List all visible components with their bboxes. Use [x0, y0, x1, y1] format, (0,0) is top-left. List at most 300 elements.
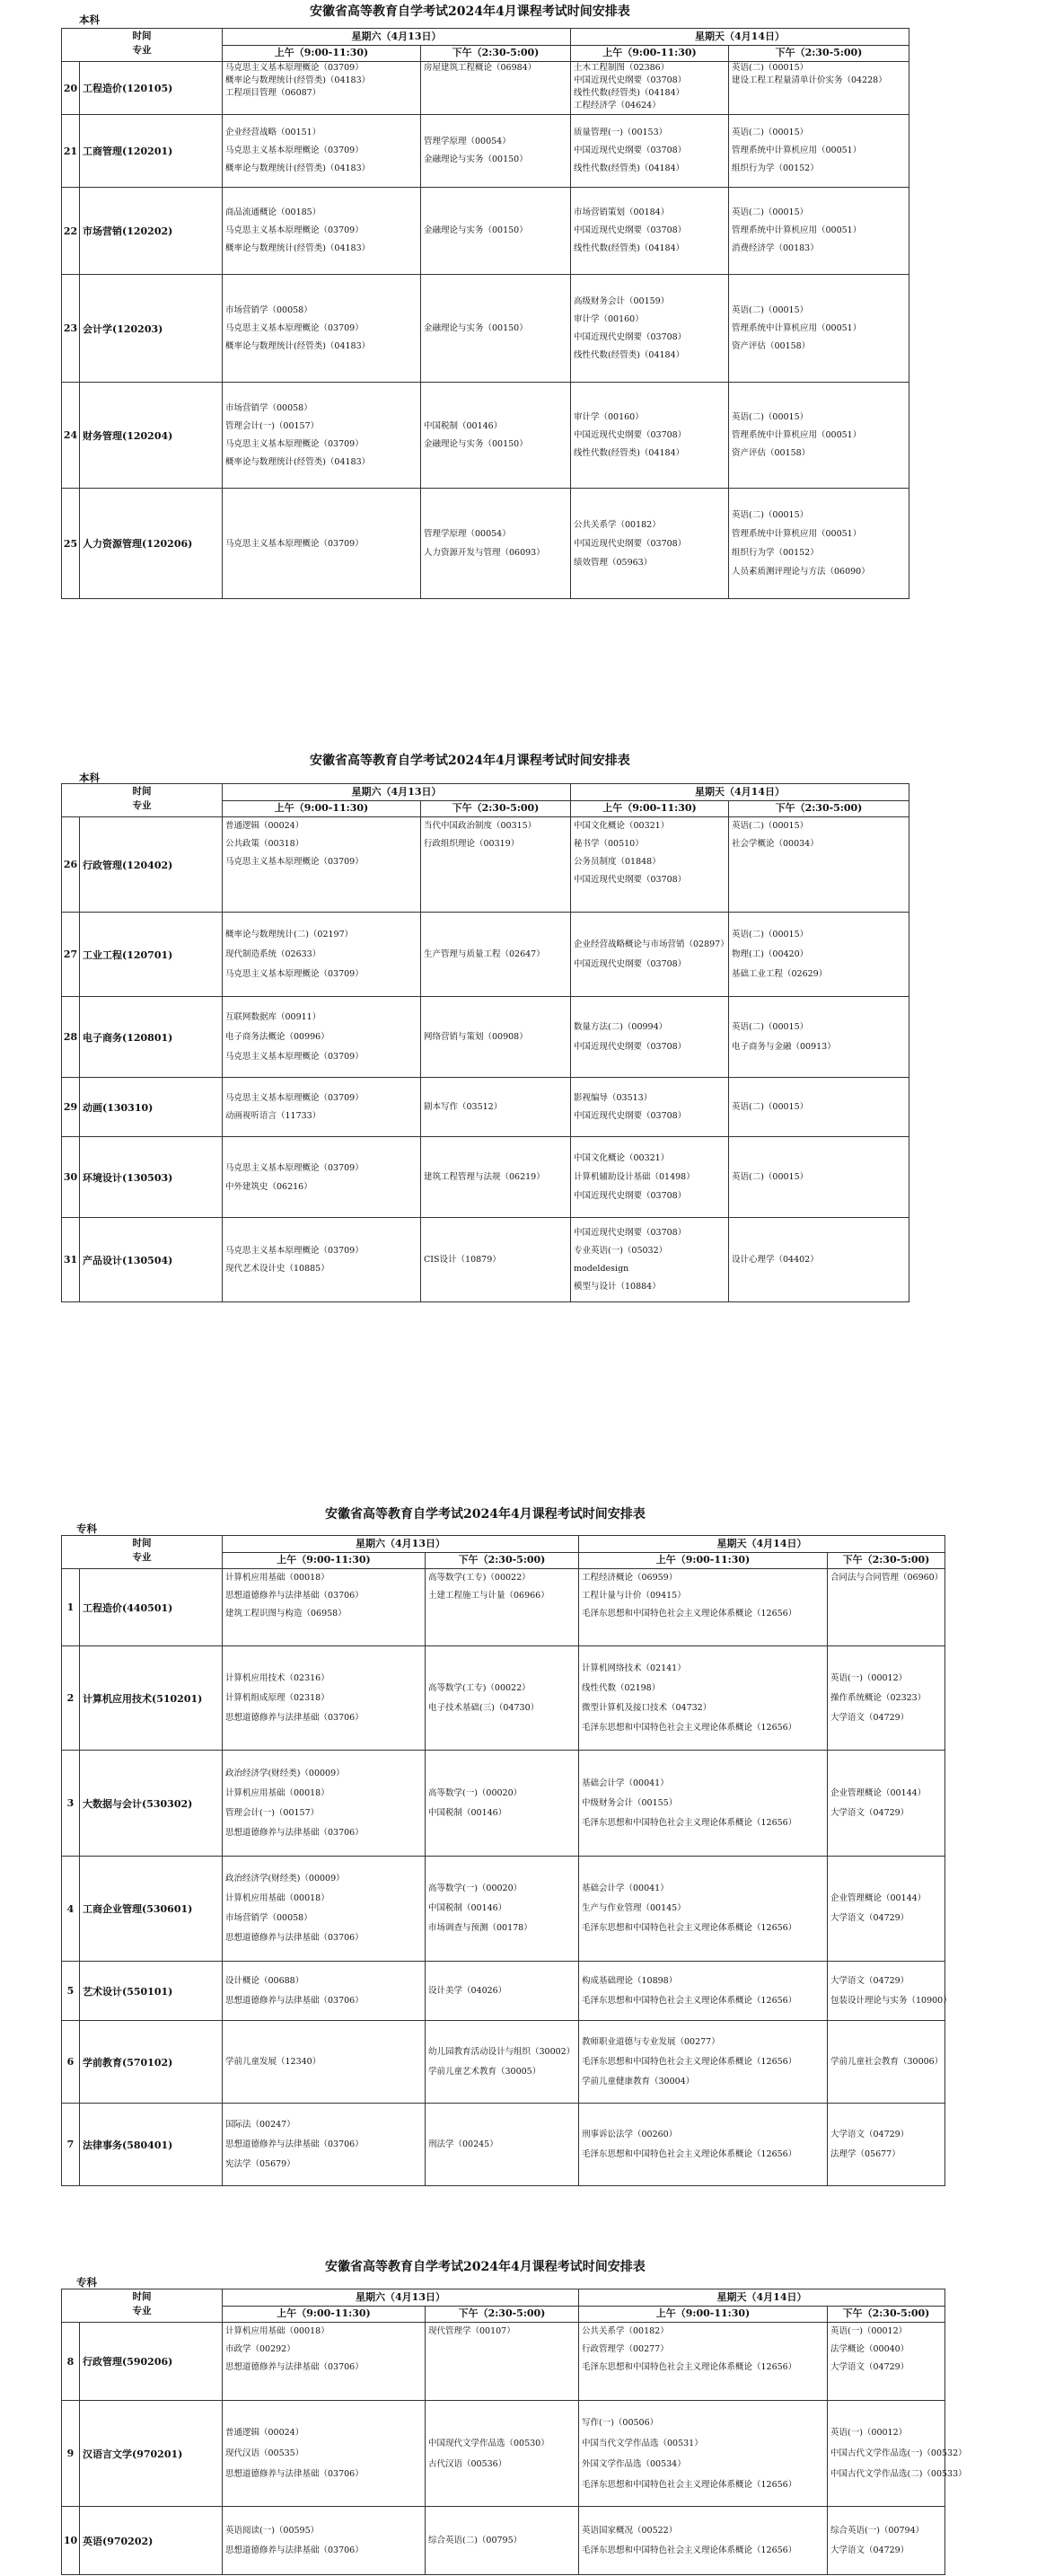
course-entry: 计算机网络技术（02141） — [582, 1663, 686, 1673]
course-entry: 英语(二)（00015） — [732, 929, 809, 940]
course-entry: 生产与作业管理（00145） — [582, 1903, 686, 1913]
course-cell-sun-pm — [729, 1078, 909, 1137]
course-entry: 计算机应用基础（00018） — [225, 1573, 329, 1583]
course-cell-sat-pm — [426, 1857, 579, 1962]
course-entry: 互联网数据库（00911） — [225, 1011, 321, 1022]
major-name: 工程造价(120105) — [80, 62, 223, 115]
course-entry: 计算机应用基础（00018） — [225, 2326, 329, 2336]
course-entry: 网络营销与策划（00908） — [424, 1031, 528, 1042]
table-row — [62, 1137, 909, 1218]
course-entry: 中外建筑史（06216） — [225, 1181, 312, 1192]
course-entry: 英语(二)（00015） — [732, 207, 809, 217]
course-entry: 马克思主义基本原理概论（03709） — [225, 322, 364, 333]
course-cell-sun-pm — [828, 1569, 945, 1646]
course-cell-sun-pm — [828, 2323, 945, 2401]
schedule-title: 安徽省高等教育自学考试2024年4月课程考试时间安排表 — [310, 754, 630, 768]
course-entry: 高等数学(工专)（00022） — [428, 1573, 531, 1583]
course-cell-sat-pm — [426, 2323, 579, 2401]
course-entry: 金融理论与实务（00150） — [424, 322, 528, 333]
course-entry: 学前儿童艺术教育（30005） — [428, 2066, 541, 2077]
course-entry: 线性代数(经管类)（04184） — [574, 88, 685, 98]
course-entry: 动画视听语言（11733） — [225, 1110, 321, 1121]
course-entry: 概率论与数理统计(经管类)（04183） — [225, 456, 371, 467]
course-entry: 设计心理学（04402） — [732, 1254, 819, 1265]
row-number: 4 — [62, 1857, 80, 1962]
course-entry: 中国当代文学作品选（00531） — [582, 2438, 703, 2448]
sat-am-header: 上午（9:00-11:30) — [223, 800, 421, 817]
table-row — [62, 2104, 945, 2186]
course-cell-sat-pm — [426, 1751, 579, 1857]
course-cell-sat-am — [223, 2507, 426, 2575]
course-cell-sat-pm — [426, 1646, 579, 1751]
course-entry: 大学语文（04729） — [830, 1712, 909, 1723]
table-row — [62, 997, 909, 1078]
course-cell-sun-am — [579, 2021, 828, 2104]
course-cell-sun-pm — [729, 115, 909, 188]
course-entry: 消费经济学（00183） — [732, 243, 819, 253]
table-row — [62, 383, 909, 489]
course-cell-sun-am — [571, 62, 729, 115]
course-cell-sun-pm — [729, 997, 909, 1078]
course-entry: 基础工业工程（02629） — [732, 968, 828, 979]
course-entry: 审计学（00160） — [574, 313, 644, 324]
major-name: 财务管理(120204) — [80, 383, 223, 489]
time-label: 时间 — [132, 786, 152, 797]
course-entry: 英语(一)（00012） — [830, 2428, 908, 2438]
course-entry: 组织行为学（00152） — [732, 548, 819, 558]
course-entry: 中国近现代史纲要（03708） — [574, 75, 687, 85]
course-cell-sat-pm — [421, 188, 571, 275]
course-entry: 中国近现代史纲要（03708） — [574, 331, 687, 342]
course-cell-sat-am — [223, 2021, 426, 2104]
course-cell-sun-am — [571, 489, 729, 599]
course-entry: 刑法学（00245） — [428, 2139, 498, 2149]
course-entry: 企业经营战略概论与市场营销（02897） — [574, 939, 729, 949]
course-entry: 商品流通概论（00185） — [225, 207, 321, 217]
course-entry: 专业英语(一)（05032） — [574, 1245, 668, 1256]
course-entry: 政治经济学(财经类)（00009） — [225, 1874, 345, 1883]
time-label: 时间 — [132, 1538, 152, 1548]
course-entry: 英语阅读(一)（00595） — [225, 2525, 320, 2536]
course-entry: 金融理论与实务（00150） — [424, 438, 528, 449]
sat-pm-header: 下午（2:30-5:00) — [421, 45, 571, 62]
course-entry: 企业管理概论（00144） — [830, 1787, 927, 1798]
course-entry: 人员素质测评理论与方法（06090） — [732, 567, 870, 577]
course-entry: 写作(一)（00506） — [582, 2417, 659, 2428]
major-name: 工业工程(120701) — [80, 913, 223, 997]
course-entry: 刑事诉讼法学（00260） — [582, 2129, 678, 2139]
course-entry: 市政学（00292） — [225, 2344, 295, 2354]
course-entry: 英语(一)（00012） — [830, 1672, 908, 1683]
course-cell-sun-pm — [729, 1137, 909, 1218]
course-entry: 高等数学(一)（00020） — [428, 1787, 523, 1798]
sun-am-header: 上午（9:00-11:30) — [571, 800, 729, 817]
course-entry: 中国税制（00146） — [428, 1807, 507, 1818]
course-cell-sun-am — [579, 1751, 828, 1857]
course-entry: 中国近现代史纲要（03708） — [574, 1110, 687, 1121]
sunday-header: 星期天（4月14日） — [579, 2289, 945, 2307]
course-entry: 思想道德修养与法律基础（03706） — [225, 2362, 364, 2372]
table-row — [62, 489, 909, 599]
course-entry: 思想道德修养与法律基础（03706） — [225, 1827, 364, 1838]
course-entry: 马克思主义基本原理概论（03709） — [225, 1051, 364, 1062]
course-cell-sat-pm — [421, 1137, 571, 1218]
course-cell-sat-am — [223, 489, 421, 599]
course-entry: 概率论与数理统计(经管类)（04183） — [225, 340, 371, 351]
course-entry: 审计学（00160） — [574, 411, 644, 422]
sat-pm-header: 下午（2:30-5:00) — [421, 800, 571, 817]
course-entry: 工程经济概论（06959） — [582, 1573, 678, 1583]
course-entry: 市场调查与预测（00178） — [428, 1923, 532, 1933]
course-entry: 马克思主义基本原理概论（03709） — [225, 1245, 364, 1256]
course-cell-sat-pm — [426, 2104, 579, 2186]
course-entry: 工程计量与计价（09415） — [582, 1591, 686, 1601]
course-entry: 资产评估（00158） — [732, 340, 811, 351]
major-name: 市场营销(120202) — [80, 188, 223, 275]
saturday-header: 星期六（4月13日） — [223, 29, 571, 46]
course-cell-sun-pm — [729, 1218, 909, 1302]
course-entry: 英语(一)（00012） — [830, 2326, 908, 2336]
corner-header — [62, 784, 223, 817]
course-cell-sun-am — [571, 275, 729, 383]
course-entry: 市场营销学（00058） — [225, 304, 312, 315]
course-entry: 微型计算机及接口技术（04732） — [582, 1702, 712, 1713]
course-entry: 高等数学(一)（00020） — [428, 1883, 523, 1893]
table-row — [62, 188, 909, 275]
major-name: 环境设计(130503) — [80, 1137, 223, 1218]
course-cell-sun-am — [579, 1569, 828, 1646]
course-entry: 基础会计学（00041） — [582, 1778, 669, 1788]
education-level: 本科 — [79, 772, 100, 784]
course-cell-sat-pm — [426, 2021, 579, 2104]
course-entry: 英语(二)（00015） — [732, 510, 809, 520]
course-entry: 大学语文（04729） — [830, 1975, 909, 1986]
saturday-header: 星期六（4月13日） — [223, 784, 571, 801]
major-name: 行政管理(590206) — [80, 2323, 223, 2401]
course-entry: 管理会计(一)（00157） — [225, 1807, 320, 1818]
course-entry: 建设工程工程量清单计价实务（04228） — [732, 75, 887, 85]
course-cell-sat-am — [223, 1857, 426, 1962]
sunday-header: 星期天（4月14日） — [571, 784, 909, 801]
course-cell-sun-am — [571, 913, 729, 997]
course-entry: 马克思主义基本原理概论（03709） — [225, 538, 364, 549]
course-entry: 教师职业道德与专业发展（00277） — [582, 2036, 720, 2047]
education-level: 本科 — [79, 13, 100, 26]
course-entry: 房屋建筑工程概论（06984） — [424, 63, 537, 73]
course-entry: 大学语文（04729） — [830, 1913, 909, 1923]
course-entry: 计算机组成原理（02318） — [225, 1692, 329, 1703]
sun-pm-header: 下午（2:30-5:00) — [828, 2306, 945, 2323]
row-number: 21 — [62, 115, 80, 188]
major-name: 会计学(120203) — [80, 275, 223, 383]
course-cell-sun-pm — [828, 2021, 945, 2104]
course-cell-sun-am — [579, 1857, 828, 1962]
table-row — [62, 1569, 945, 1646]
course-entry: 毛泽东思想和中国特色社会主义理论体系概论（12656） — [582, 1609, 797, 1619]
course-cell-sat-pm — [426, 2401, 579, 2507]
course-entry: 秘书学（00510） — [574, 839, 644, 849]
course-cell-sun-am — [571, 1137, 729, 1218]
table-row — [62, 2401, 945, 2507]
course-entry: 设计概论（00688） — [225, 1975, 304, 1986]
course-entry: 电子商务法概论（00996） — [225, 1031, 329, 1042]
course-cell-sun-am — [571, 1218, 729, 1302]
major-label: 专业 — [132, 1552, 152, 1563]
course-entry: 土建工程施工与计量（06966） — [428, 1591, 549, 1601]
course-entry: 英语(二)（00015） — [732, 821, 809, 831]
course-entry: 毛泽东思想和中国特色社会主义理论体系概论（12656） — [582, 2362, 797, 2372]
course-entry: 思想道德修养与法律基础（03706） — [225, 1933, 364, 1943]
major-label: 专业 — [132, 2306, 152, 2316]
table-row — [62, 2021, 945, 2104]
course-cell-sun-pm — [729, 913, 909, 997]
table-row — [62, 913, 909, 997]
row-number: 28 — [62, 997, 80, 1078]
course-entry: 马克思主义基本原理概论（03709） — [225, 857, 364, 867]
course-entry: 市场营销学（00058） — [225, 1913, 312, 1923]
course-entry: 学前儿童健康教育（30004） — [582, 2076, 695, 2086]
course-entry: 中国近现代史纲要（03708） — [574, 1227, 687, 1238]
course-entry: 绩效管理（05963） — [574, 557, 653, 568]
education-level: 专科 — [76, 2276, 97, 2289]
course-entry: 管理系统中计算机应用（00051） — [732, 225, 862, 235]
course-entry: 公共关系学（00182） — [574, 519, 661, 530]
course-entry: 剧本写作（03512） — [424, 1101, 503, 1112]
course-cell-sun-am — [579, 2401, 828, 2507]
schedule-table — [61, 2289, 967, 2575]
schedule-table — [61, 28, 909, 599]
course-cell-sat-am — [223, 383, 421, 489]
course-entry: 英语(二)（00015） — [732, 411, 809, 422]
course-cell-sun-pm — [828, 2104, 945, 2186]
row-number: 20 — [62, 62, 80, 115]
major-name: 英语(970202) — [80, 2507, 223, 2575]
course-entry: 中国近现代史纲要（03708） — [574, 875, 687, 885]
course-entry: 中国近现代史纲要（03708） — [574, 1191, 687, 1201]
course-entry: 大学语文（04729） — [830, 2545, 909, 2555]
row-number: 31 — [62, 1218, 80, 1302]
major-label: 专业 — [132, 800, 152, 811]
sun-pm-header: 下午（2:30-5:00) — [729, 800, 909, 817]
sat-am-header: 上午（9:00-11:30) — [223, 45, 421, 62]
course-cell-sat-pm — [421, 997, 571, 1078]
course-entry: 企业管理概论（00144） — [830, 1893, 927, 1903]
major-name: 工程造价(440501) — [80, 1569, 223, 1646]
course-entry: 思想道德修养与法律基础（03706） — [225, 2545, 364, 2555]
course-entry: 学前儿童社会教育（30006） — [830, 2056, 944, 2067]
course-entry: 现代管理学（00107） — [428, 2326, 515, 2336]
course-entry: 毛泽东思想和中国特色社会主义理论体系概论（12656） — [582, 2148, 797, 2159]
course-entry: 法学概论（00040） — [830, 2344, 909, 2354]
course-entry: 宪法学（05679） — [225, 2158, 295, 2169]
sun-pm-header: 下午（2:30-5:00) — [729, 45, 909, 62]
course-entry: 大学语文（04729） — [830, 2362, 909, 2372]
course-entry: 线性代数(经管类)（04184） — [574, 349, 685, 360]
course-entry: 英语(二)（00015） — [732, 304, 809, 315]
course-cell-sun-pm — [828, 2401, 967, 2507]
saturday-header: 星期六（4月13日） — [223, 2289, 579, 2307]
major-name: 计算机应用技术(510201) — [80, 1646, 223, 1751]
course-entry: 公务员制度（01848） — [574, 857, 661, 867]
course-entry: 构成基础理论（10898） — [582, 1975, 678, 1986]
table-row — [62, 1218, 909, 1302]
course-entry: 计算机应用基础（00018） — [225, 1787, 329, 1798]
course-cell-sat-am — [223, 997, 421, 1078]
course-entry: 线性代数(经管类)（04184） — [574, 447, 685, 458]
saturday-header: 星期六（4月13日） — [223, 1536, 579, 1553]
table-row — [62, 1078, 909, 1137]
course-cell-sat-am — [223, 2401, 426, 2507]
course-entry: 毛泽东思想和中国特色社会主义理论体系概论（12656） — [582, 1817, 797, 1828]
course-entry: 线性代数(经管类)（04184） — [574, 243, 685, 253]
sun-am-header: 上午（9:00-11:30) — [579, 1552, 828, 1569]
row-number: 7 — [62, 2104, 80, 2186]
table-row — [62, 275, 909, 383]
course-entry: 普通逻辑（00024） — [225, 821, 304, 831]
course-entry: 综合英语(一)（00794） — [830, 2525, 925, 2536]
course-entry: 建筑工程管理与法规（06219） — [424, 1172, 545, 1182]
course-entry: 马克思主义基本原理概论（03709） — [225, 146, 364, 155]
schedule-table — [61, 783, 909, 1302]
row-number: 23 — [62, 275, 80, 383]
course-entry: 学前儿童发展（12340） — [225, 2056, 321, 2067]
row-number: 24 — [62, 383, 80, 489]
course-entry: 土木工程制图（02386） — [574, 63, 670, 73]
sat-pm-header: 下午（2:30-5:00) — [426, 2306, 579, 2323]
course-entry: 合同法与合同管理（06960） — [830, 1573, 944, 1583]
sat-pm-header: 下午（2:30-5:00) — [426, 1552, 579, 1569]
course-entry: 工程经济学（04624） — [574, 101, 661, 110]
row-number: 10 — [62, 2507, 80, 2575]
row-number: 9 — [62, 2401, 80, 2507]
course-cell-sun-pm — [828, 1646, 945, 1751]
course-entry: 马克思主义基本原理概论（03709） — [225, 968, 364, 979]
time-label: 时间 — [132, 2291, 152, 2302]
course-entry: 幼儿园教育活动设计与组织（30002） — [428, 2046, 575, 2057]
course-cell-sun-am — [571, 817, 729, 913]
course-entry: 操作系统概论（02323） — [830, 1692, 927, 1703]
row-number: 2 — [62, 1646, 80, 1751]
course-entry: 人力资源开发与管理（06093） — [424, 548, 545, 558]
major-name: 大数据与会计(530302) — [80, 1751, 223, 1857]
course-cell-sun-am — [579, 2104, 828, 2186]
row-number: 27 — [62, 913, 80, 997]
schedule-table — [61, 1535, 952, 2186]
sat-am-header: 上午（9:00-11:30) — [223, 1552, 426, 1569]
table-row — [62, 2507, 945, 2575]
major-name: 电子商务(120801) — [80, 997, 223, 1078]
course-entry: 中国近现代史纲要（03708） — [574, 1041, 687, 1052]
table-row — [62, 1962, 945, 2021]
course-entry: 计算机应用基础（00018） — [225, 1893, 329, 1903]
course-entry: 市场营销学（00058） — [225, 402, 312, 413]
course-entry: 中国税制（00146） — [424, 420, 503, 431]
course-entry: 行政管理学（00277） — [582, 2344, 669, 2354]
course-entry: 管理系统中计算机应用（00051） — [732, 146, 862, 155]
course-entry: 管理系统中计算机应用（00051） — [732, 429, 862, 440]
course-entry: 毛泽东思想和中国特色社会主义理论体系概论（12656） — [582, 2479, 797, 2490]
course-entry: 毛泽东思想和中国特色社会主义理论体系概论（12656） — [582, 1722, 797, 1733]
course-cell-sun-pm — [729, 62, 909, 115]
major-name: 工商管理(120201) — [80, 115, 223, 188]
course-cell-sat-am — [223, 817, 421, 913]
course-entry: 马克思主义基本原理概论（03709） — [225, 63, 364, 73]
course-entry: 大学语文（04729） — [830, 2129, 909, 2139]
course-cell-sat-pm — [421, 275, 571, 383]
course-entry: 国际法（00247） — [225, 2119, 295, 2130]
course-entry: 线性代数(经管类)（04184） — [574, 163, 685, 173]
course-entry: 中国近现代史纲要（03708） — [574, 538, 687, 549]
course-entry: 概率论与数理统计(经管类)（04183） — [225, 75, 371, 85]
course-cell-sat-pm — [421, 913, 571, 997]
course-entry: 英语(二)（00015） — [732, 128, 809, 137]
course-cell-sat-am — [223, 275, 421, 383]
major-name: 汉语言文学(970201) — [80, 2401, 223, 2507]
course-entry: 马克思主义基本原理概论（03709） — [225, 1162, 364, 1173]
course-entry: 管理系统中计算机应用（00051） — [732, 322, 862, 333]
course-entry: 模型与设计（10884） — [574, 1281, 661, 1292]
course-cell-sat-am — [223, 2323, 426, 2401]
time-label: 时间 — [132, 31, 152, 41]
course-cell-sat-pm — [426, 1962, 579, 2021]
course-entry: CIS设计（10879） — [424, 1254, 501, 1265]
course-cell-sun-am — [571, 997, 729, 1078]
course-entry: 电子技术基础(三)（04730） — [428, 1702, 540, 1713]
row-number: 8 — [62, 2323, 80, 2401]
course-entry: 思想道德修养与法律基础（03706） — [225, 2139, 364, 2149]
course-entry: modeldesign — [574, 1263, 629, 1274]
course-entry: 中国文化概论（00321） — [574, 1153, 670, 1163]
course-entry: 中国近现代史纲要（03708） — [574, 146, 687, 155]
table-row — [62, 1646, 945, 1751]
sunday-header: 星期天（4月14日） — [579, 1536, 945, 1553]
course-cell-sun-pm — [729, 275, 909, 383]
header-row-days — [62, 29, 909, 46]
course-entry: 工程项目管理（06087） — [225, 88, 321, 98]
course-entry: 英语(二)（00015） — [732, 1172, 809, 1182]
course-entry: 概率论与数理统计(经管类)（04183） — [225, 163, 371, 173]
row-number: 22 — [62, 188, 80, 275]
course-entry: 法理学（05677） — [830, 2148, 900, 2159]
major-label: 专业 — [132, 45, 152, 56]
row-number: 6 — [62, 2021, 80, 2104]
header-row-days — [62, 1536, 945, 1553]
sat-am-header: 上午（9:00-11:30) — [223, 2306, 426, 2323]
course-cell-sat-pm — [421, 489, 571, 599]
course-cell-sat-am — [223, 62, 421, 115]
course-cell-sat-pm — [426, 1569, 579, 1646]
corner-header — [62, 2289, 223, 2323]
course-cell-sat-am — [223, 1962, 426, 2021]
course-cell-sun-am — [579, 1962, 828, 2021]
course-entry: 公共政策（00318） — [225, 839, 304, 849]
corner-header — [62, 29, 223, 62]
course-entry: 大学语文（04729） — [830, 1807, 909, 1818]
course-entry: 毛泽东思想和中国特色社会主义理论体系概论（12656） — [582, 2056, 797, 2067]
major-name: 工商企业管理(530601) — [80, 1857, 223, 1962]
course-cell-sun-am — [571, 115, 729, 188]
course-cell-sun-pm — [729, 489, 909, 599]
course-entry: 中国文化概论（00321） — [574, 821, 670, 831]
course-entry: 中国古代文学作品选(二)（00533） — [830, 2469, 967, 2479]
course-entry: 设计美学（04026） — [428, 1985, 507, 1996]
course-cell-sun-pm — [729, 188, 909, 275]
course-cell-sun-pm — [729, 817, 909, 913]
course-entry: 古代汉语（00536） — [428, 2458, 507, 2469]
course-entry: 基础会计学（00041） — [582, 1883, 669, 1893]
course-entry: 现代艺术设计史（10885） — [225, 1263, 329, 1274]
course-entry: 概率论与数理统计(二)（02197） — [225, 929, 354, 940]
